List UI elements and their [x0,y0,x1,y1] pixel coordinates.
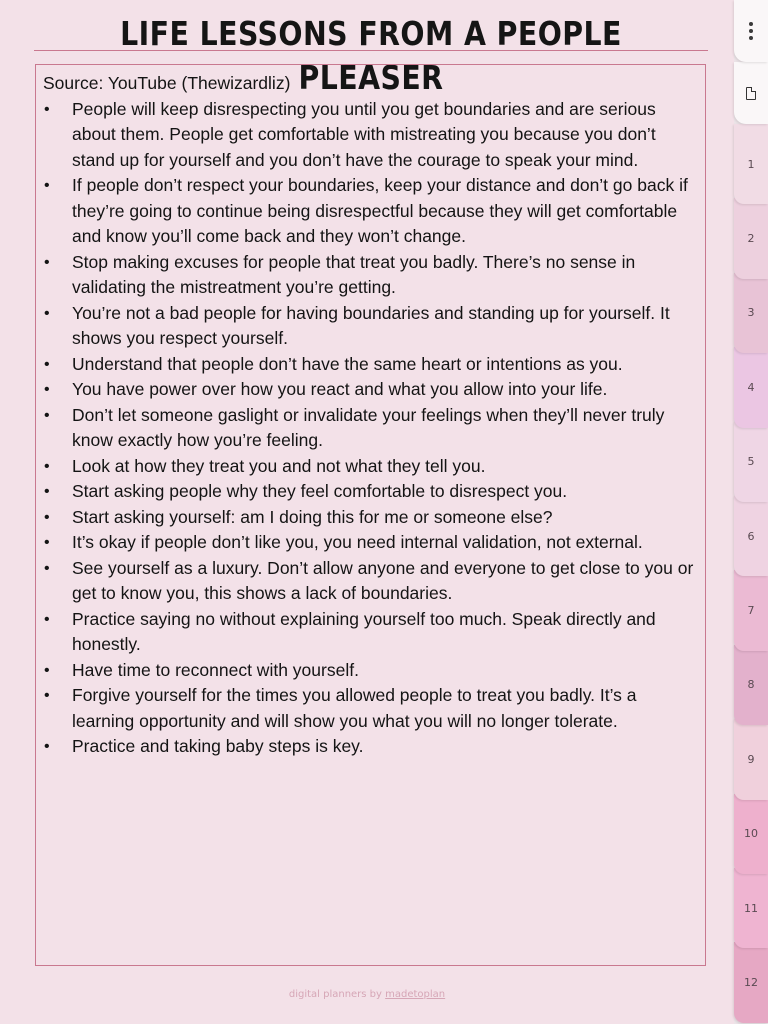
list-item: • Have time to reconnect with yourself. [43,658,703,684]
page-title: LIFE LESSONS FROM A PEOPLE PLEASER [120,14,622,97]
footer-brand-link[interactable]: madetoplan [385,989,446,1000]
notes-content [43,71,703,760]
list-item: • See yourself as a luxury. Don’t allow anyone and everyone to get close to you or get to know you, this shows a lack of boundaries. [43,556,703,607]
tab-section-10[interactable] [734,794,768,874]
list-item: • Understand that people don’t have the same heart or intentions as you. [43,352,703,378]
list-item: • Practice saying no without explaining yourself too much. Speak directly and honestly. [43,607,703,658]
tab-section-1[interactable] [734,124,768,204]
tab-section-2[interactable] [734,198,768,278]
section-tab-strip [734,0,768,1024]
lessons-list [43,97,703,760]
tab-section-4[interactable] [734,347,768,427]
list-item: • You’re not a bad people for having boundaries and standing up for yourself. It shows you respect yourself. [43,301,703,352]
tab-label: 1 [747,157,755,171]
list-item: • Forgive yourself for the times you allowed people to treat you badly. It’s a learning opportunity and will show you what you will no longer tolerate. [43,683,703,734]
list-item: • It’s okay if people don’t like you, you need internal validation, not external. [43,530,703,556]
tab-label: 10 [744,827,758,841]
tab-label: 9 [747,752,755,766]
list-item: • Practice and taking baby steps is key. [43,734,703,760]
title-divider [34,50,708,51]
tab-label: 11 [744,901,758,915]
footer-credit [0,989,734,1000]
list-item: • If people don’t respect your boundaries, keep your distance and don’t go back if they’re going to continue being disrespectful because they will get comfortable and know you’ll come back and they won’t change. [43,173,703,250]
footer-prefix: digital planners by [288,989,386,1000]
tab-section-12[interactable] [734,942,768,1022]
tab-label: 2 [747,232,755,246]
list-item: • Start asking people why they feel comfortable to disrespect you. [43,479,703,505]
tab-section-5[interactable] [734,422,768,502]
document-icon [746,87,756,100]
notes-tab[interactable] [734,62,768,124]
tab-label: 5 [747,455,755,469]
list-item: • Start asking yourself: am I doing this for me or someone else? [43,505,703,531]
tab-section-11[interactable] [734,868,768,948]
tab-label: 4 [747,380,755,394]
tab-section-7[interactable] [734,570,768,650]
tab-label: 6 [747,529,755,543]
source-line: Source: YouTube (Thewizardliz) [43,73,291,93]
tab-section-8[interactable] [734,645,768,725]
tab-label: 12 [744,976,758,990]
menu-tab[interactable] [734,0,768,62]
list-item: • Don’t let someone gaslight or invalidate your feelings when they’ll never truly know exactly how you’re feeling. [43,403,703,454]
more-vertical-icon [749,22,753,40]
list-item: • People will keep disrespecting you until you get boundaries and are serious about them. People get comfortable with mistreating you because you don’t stand up for yourself and you don’t have the courage to speak your mind. [43,97,703,174]
tab-section-9[interactable] [734,719,768,799]
tab-label: 7 [747,604,755,618]
tab-label: 3 [747,306,755,320]
tab-section-6[interactable] [734,496,768,576]
list-item: • You have power over how you react and what you allow into your life. [43,377,703,403]
tab-section-3[interactable] [734,273,768,353]
tab-label: 8 [747,678,755,692]
list-item: • Look at how they treat you and not what they tell you. [43,454,703,480]
list-item: • Stop making excuses for people that treat you badly. There’s no sense in validating the mistreatment you’re getting. [43,250,703,301]
